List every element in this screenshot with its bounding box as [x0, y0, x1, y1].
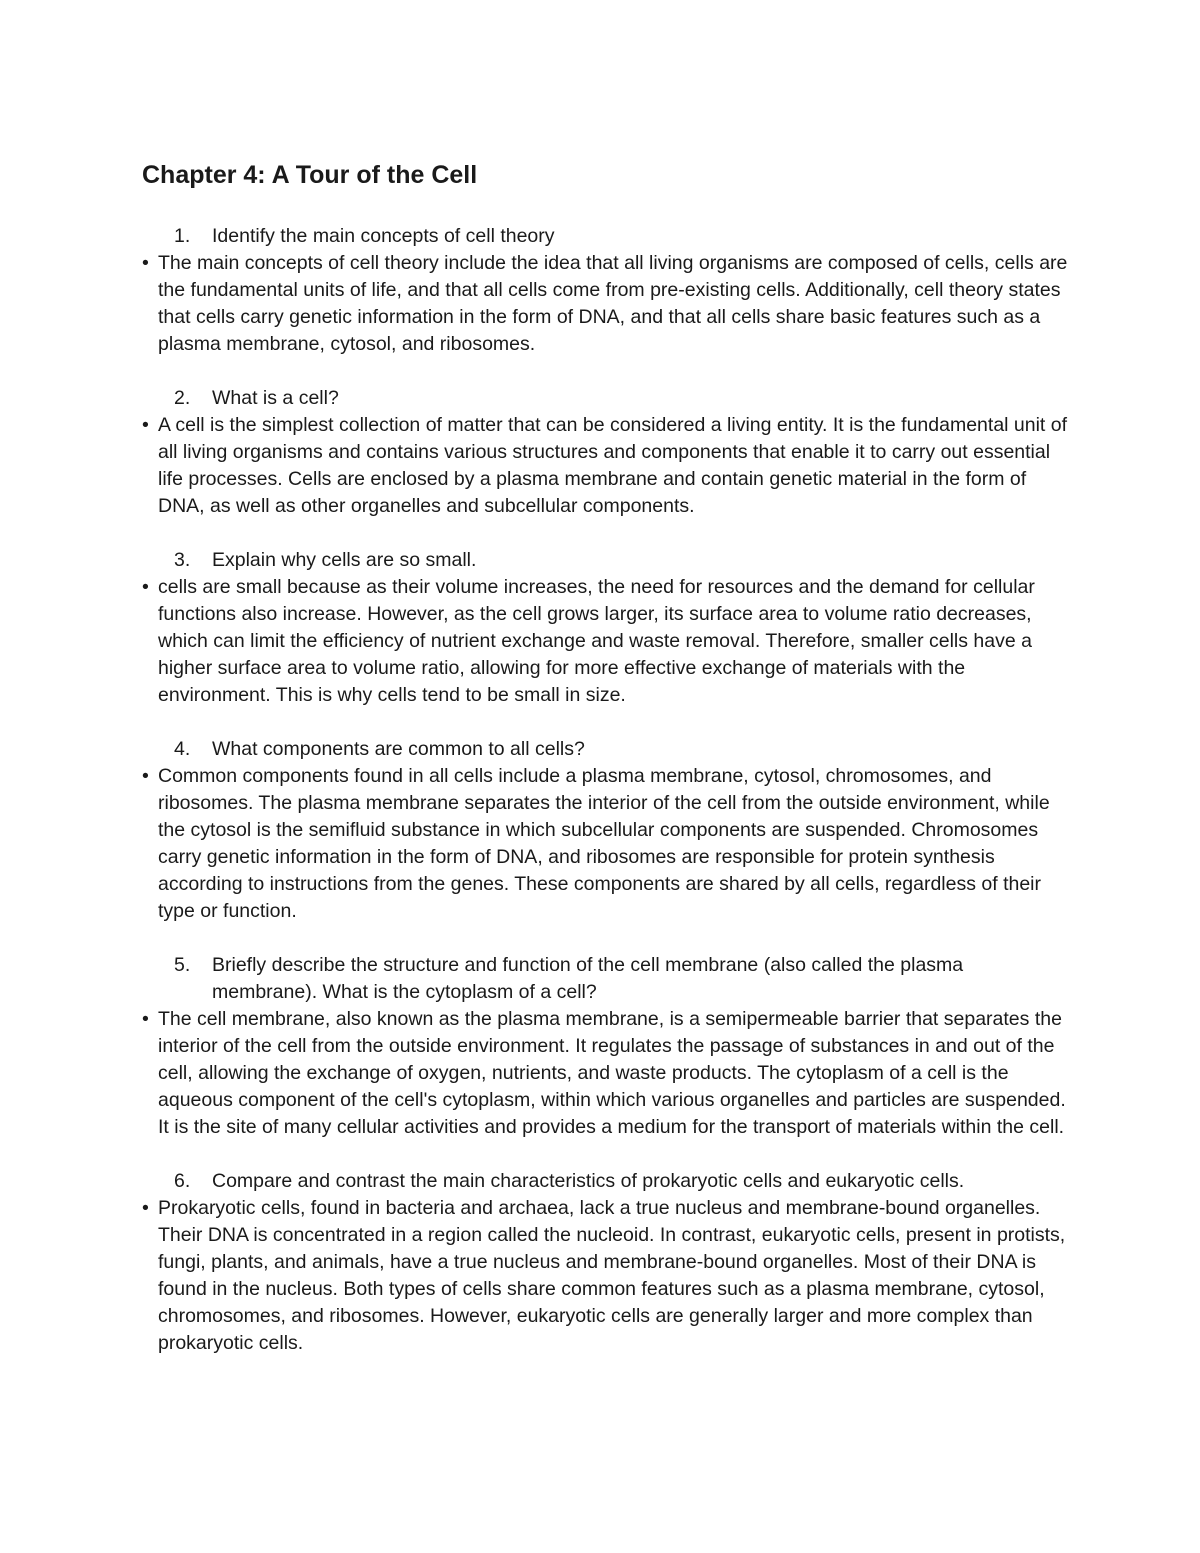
question — [142, 385, 1072, 412]
question — [142, 223, 1072, 250]
bullet-icon: • — [142, 1008, 149, 1030]
question-number: 3. — [174, 549, 191, 571]
bullet-icon: • — [142, 1197, 149, 1219]
answer — [142, 1006, 1072, 1141]
answer-text: Common components found in all cells include a plasma membrane, cytosol, chromosomes, and ribosomes. The plasma membrane separates the interior of the cell from the outside environment, while the cytosol is the semifluid substance in which subcellular components are suspended. Chromosomes carry genetic information in the form of DNA, and ribosomes are responsible for protein synthesis according to instructions from the genes. These components are shared by all cells, regardless of their type or function. — [158, 765, 1050, 922]
question-text: What components are common to all cells? — [212, 738, 585, 760]
answer-text: cells are small because as their volume increases, the need for resources and the demand for cellular functions also increase. However, as the cell grows larger, its surface area to volume ratio decreases, which can limit the efficiency of nutrient exchange and waste removal. Therefore, smaller cells have a higher surface area to volume ratio, allowing for more effective exchange of materials with the environment. This is why cells tend to be small in size. — [158, 576, 1035, 706]
qa-item-6 — [142, 1168, 1072, 1357]
qa-item-5 — [142, 952, 1072, 1141]
question — [142, 736, 1072, 763]
answer-text: The cell membrane, also known as the plasma membrane, is a semipermeable barrier that separates the interior of the cell from the outside environment. It regulates the passage of substances in and out of the cell, allowing the exchange of oxygen, nutrients, and waste products. The cytoplasm of a cell is the aqueous component of the cell's cytoplasm, within which various organelles and particles are suspended. It is the site of many cellular activities and provides a medium for the transport of materials within the cell. — [158, 1008, 1066, 1138]
question-number: 4. — [174, 738, 191, 760]
answer-text: Prokaryotic cells, found in bacteria and archaea, lack a true nucleus and membrane-bound organelles. Their DNA is concentrated in a region called the nucleoid. In contrast, eukaryotic cells, present in protists, fungi, plants, and animals, have a true nucleus and membrane-bound organelles. Most of their DNA is found in the nucleus. Both types of cells share common features such as a plasma membrane, cytosol, chromosomes, and ribosomes. However, eukaryotic cells are generally larger and more complex than prokaryotic cells. — [158, 1197, 1066, 1354]
question-text: Identify the main concepts of cell theory — [212, 225, 555, 247]
answer — [142, 574, 1072, 709]
answer-text: The main concepts of cell theory include the idea that all living organisms are composed of cells, cells are the fundamental units of life, and that all cells come from pre-existing cells. Additionally, cell theory states that cells carry genetic information in the form of DNA, and that all cells share basic features such as a plasma membrane, cytosol, and ribosomes. — [158, 252, 1068, 355]
question-number: 2. — [174, 387, 191, 409]
question-text: What is a cell? — [212, 387, 339, 409]
question-number: 6. — [174, 1170, 191, 1192]
question-text: Explain why cells are so small. — [212, 549, 477, 571]
answer — [142, 412, 1072, 520]
question-text: Briefly describe the structure and function of the cell membrane (also called the plasma membrane). What is the cytoplasm of a cell? — [212, 954, 964, 1003]
question — [142, 547, 1072, 574]
question-list — [142, 223, 1072, 1384]
question-number: 1. — [174, 225, 191, 247]
bullet-icon: • — [142, 765, 149, 787]
bullet-icon: • — [142, 252, 149, 274]
bullet-icon: • — [142, 576, 149, 598]
answer-text: A cell is the simplest collection of matter that can be considered a living entity. It is the fundamental unit of all living organisms and contains various structures and components that enable it to carry out essential life processes. Cells are enclosed by a plasma membrane and contain genetic material in the form of DNA, as well as other organelles and subcellular components. — [158, 414, 1068, 517]
qa-item-1 — [142, 223, 1072, 358]
answer — [142, 250, 1072, 358]
question-text: Compare and contrast the main characteristics of prokaryotic cells and eukaryotic cells. — [212, 1170, 965, 1192]
question-number: 5. — [174, 954, 191, 976]
qa-item-4 — [142, 736, 1072, 925]
question — [142, 1168, 1072, 1195]
answer — [142, 763, 1072, 925]
qa-item-2 — [142, 385, 1072, 520]
bullet-icon: • — [142, 414, 149, 436]
answer — [142, 1195, 1072, 1357]
qa-item-3 — [142, 547, 1072, 709]
question — [142, 952, 1072, 1006]
page-title: Chapter 4: A Tour of the Cell — [142, 161, 478, 189]
